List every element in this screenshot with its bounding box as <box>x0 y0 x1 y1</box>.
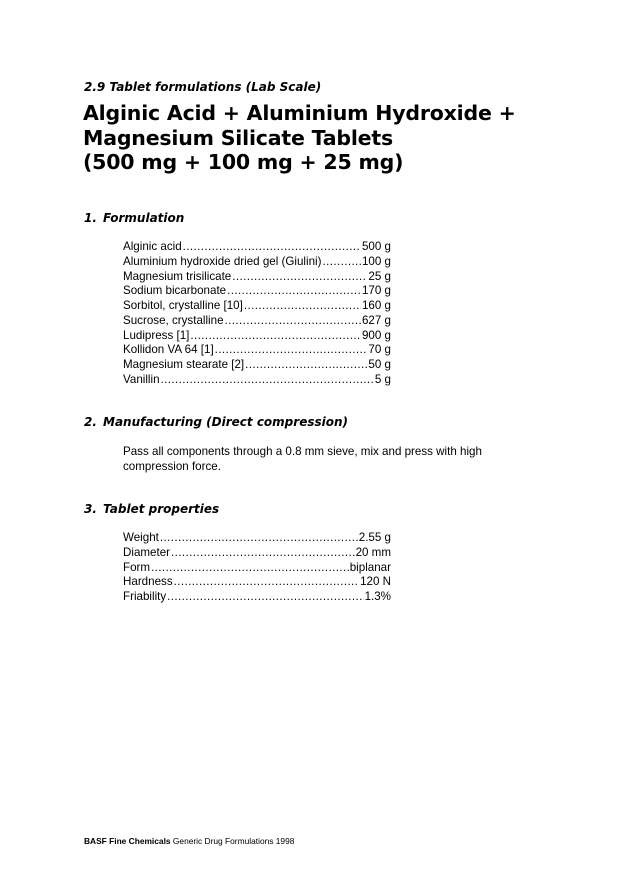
property-item <box>123 546 391 561</box>
property-value: 2.55 g <box>358 531 391 544</box>
ingredient-name: Kollidon VA 64 [1] <box>123 343 214 357</box>
dot-leader <box>174 575 359 590</box>
formulation-item <box>123 373 391 388</box>
formulation-heading <box>84 211 184 225</box>
manufacturing-number: 2. <box>84 415 97 429</box>
properties-heading <box>84 502 219 516</box>
ingredient-amount: 627 g <box>361 313 391 327</box>
formulation-item <box>123 284 391 299</box>
dot-leader <box>244 299 361 314</box>
property-value: biplanar <box>349 560 391 574</box>
property-item <box>123 561 391 576</box>
dot-leader <box>232 270 367 285</box>
manufacturing-text <box>123 444 543 474</box>
page-footer <box>84 836 294 846</box>
formulation-item <box>123 314 391 329</box>
dot-leader <box>160 531 358 546</box>
manufacturing-text-line-1: Pass all components through a 0.8 mm sieve, mix and press with high <box>123 445 482 458</box>
formulation-number: 1. <box>84 211 97 225</box>
formulation-list <box>123 240 391 388</box>
ingredient-name: Sucrose, crystalline <box>123 313 224 327</box>
property-name: Form <box>123 560 151 574</box>
property-name: Diameter <box>123 545 171 559</box>
property-name: Hardness <box>123 575 173 589</box>
formulation-item <box>123 270 391 285</box>
dot-leader <box>215 343 368 358</box>
ingredient-name: Sorbitol, crystalline [10] <box>123 299 243 312</box>
property-item <box>123 531 391 546</box>
property-name: Weight <box>123 531 159 544</box>
dot-leader <box>167 590 363 605</box>
properties-heading-text: Tablet properties <box>103 502 220 516</box>
ingredient-amount: 50 g <box>368 358 391 371</box>
properties-number: 3. <box>84 502 97 516</box>
section-label: 2.9 Tablet formulations (Lab Scale) <box>84 80 322 94</box>
formulation-item <box>123 343 391 358</box>
ingredient-amount: 170 g <box>361 284 391 298</box>
dot-leader <box>151 561 349 576</box>
dot-leader <box>322 255 361 270</box>
page-title <box>83 101 516 175</box>
dot-leader <box>225 314 361 329</box>
property-name: Friability <box>123 590 167 603</box>
footer-text: Generic Drug Formulations 1998 <box>172 836 295 846</box>
ingredient-name: Sodium bicarbonate <box>123 284 227 298</box>
formulation-item <box>123 358 391 373</box>
manufacturing-heading-text: Manufacturing (Direct compression) <box>103 415 348 429</box>
properties-list <box>123 531 391 605</box>
ingredient-amount: 160 g <box>361 299 391 312</box>
formulation-item <box>123 299 391 314</box>
ingredient-name: Ludipress [1] <box>123 328 190 342</box>
manufacturing-text-line-2: compression force. <box>123 460 221 473</box>
title-line-3: (500 mg + 100 mg + 25 mg) <box>83 150 404 174</box>
ingredient-amount: 5 g <box>374 372 391 386</box>
ingredient-amount: 25 g <box>368 269 391 283</box>
property-item <box>123 575 391 590</box>
formulation-item <box>123 329 391 344</box>
dot-leader <box>183 240 361 255</box>
dot-leader <box>227 284 361 299</box>
dot-leader <box>245 358 367 373</box>
property-item <box>123 590 391 605</box>
formulation-item <box>123 255 391 270</box>
formulation-heading-text: Formulation <box>103 211 185 225</box>
property-value: 120 N <box>360 575 391 589</box>
ingredient-amount: 70 g <box>368 343 391 357</box>
ingredient-name: Aluminium hydroxide dried gel (Giulini) <box>123 254 322 268</box>
title-line-1: Alginic Acid + Aluminium Hydroxide + <box>83 101 516 125</box>
property-value: 20 mm <box>355 545 391 559</box>
formulation-item <box>123 240 391 255</box>
dot-leader <box>171 546 355 561</box>
ingredient-name: Vanillin <box>123 372 160 386</box>
dot-leader <box>161 373 374 388</box>
title-line-2: Magnesium Silicate Tablets <box>83 125 393 150</box>
ingredient-name: Magnesium trisilicate <box>123 269 232 283</box>
dot-leader <box>190 329 361 344</box>
ingredient-name: Magnesium stearate [2] <box>123 358 245 371</box>
manufacturing-heading <box>84 415 348 429</box>
ingredient-amount: 100 g <box>361 254 391 268</box>
ingredient-name: Alginic acid <box>123 240 182 253</box>
property-value: 1.3% <box>364 590 391 603</box>
ingredient-amount: 500 g <box>361 240 391 253</box>
footer-brand: BASF Fine Chemicals <box>84 836 171 846</box>
ingredient-amount: 900 g <box>361 328 391 342</box>
